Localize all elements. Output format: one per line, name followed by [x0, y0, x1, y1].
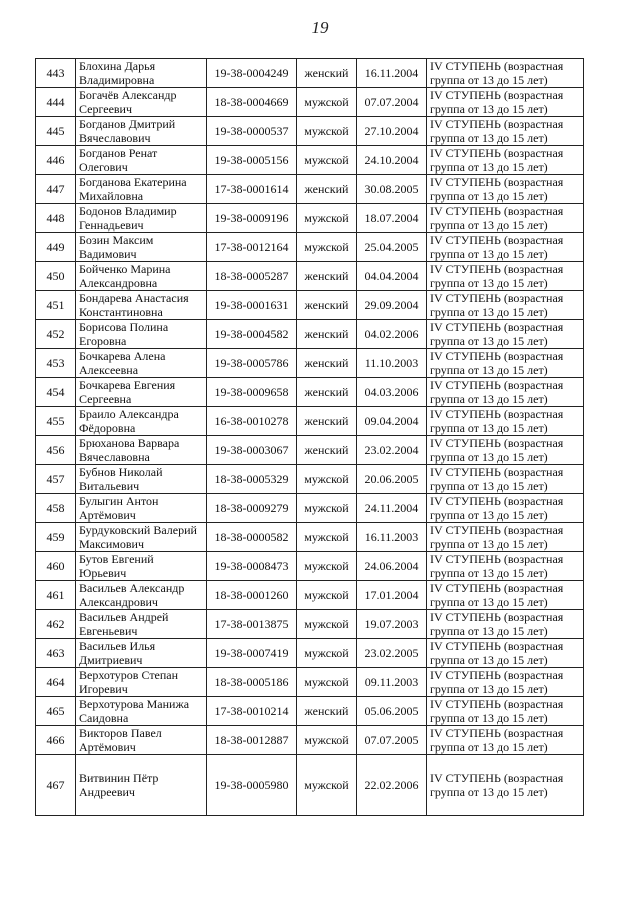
uin-code-cell: 19-38-0005786	[207, 349, 297, 378]
birth-date-cell: 23.02.2004	[357, 436, 427, 465]
birth-date-cell: 30.08.2005	[357, 175, 427, 204]
birth-date-cell: 17.01.2004	[357, 581, 427, 610]
uin-code-cell: 19-38-0005980	[207, 755, 297, 816]
uin-code-cell: 19-38-0001631	[207, 291, 297, 320]
level-cell: IV СТУПЕНЬ (возрастная группа от 13 до 15 лет)	[427, 523, 584, 552]
full-name-cell: Бурдуковский Валерий Максимович	[76, 523, 207, 552]
uin-code-cell: 17-38-0013875	[207, 610, 297, 639]
level-cell: IV СТУПЕНЬ (возрастная группа от 13 до 15 лет)	[427, 726, 584, 755]
level-cell: IV СТУПЕНЬ (возрастная группа от 13 до 15 лет)	[427, 146, 584, 175]
birth-date-cell: 04.02.2006	[357, 320, 427, 349]
uin-code-cell: 17-38-0001614	[207, 175, 297, 204]
gender-cell: мужской	[297, 552, 357, 581]
table-row	[36, 59, 584, 88]
gender-cell: мужской	[297, 523, 357, 552]
birth-date-cell: 24.11.2004	[357, 494, 427, 523]
birth-date-cell: 16.11.2004	[357, 59, 427, 88]
gender-cell: женский	[297, 349, 357, 378]
level-cell: IV СТУПЕНЬ (возрастная группа от 13 до 15 лет)	[427, 117, 584, 146]
table-row	[36, 349, 584, 378]
uin-code-cell: 19-38-0004582	[207, 320, 297, 349]
row-number-cell: 465	[36, 697, 76, 726]
full-name-cell: Борисова Полина Егоровна	[76, 320, 207, 349]
level-cell: IV СТУПЕНЬ (возрастная группа от 13 до 15 лет)	[427, 552, 584, 581]
uin-code-cell: 18-38-0001260	[207, 581, 297, 610]
gender-cell: мужской	[297, 755, 357, 816]
level-cell: IV СТУПЕНЬ (возрастная группа от 13 до 15 лет)	[427, 407, 584, 436]
birth-date-cell: 19.07.2003	[357, 610, 427, 639]
uin-code-cell: 18-38-0005287	[207, 262, 297, 291]
level-cell: IV СТУПЕНЬ (возрастная группа от 13 до 15 лет)	[427, 465, 584, 494]
row-number-cell: 464	[36, 668, 76, 697]
row-number-cell: 455	[36, 407, 76, 436]
table-row	[36, 552, 584, 581]
level-cell: IV СТУПЕНЬ (возрастная группа от 13 до 15 лет)	[427, 668, 584, 697]
full-name-cell: Бозин Максим Вадимович	[76, 233, 207, 262]
birth-date-cell: 09.04.2004	[357, 407, 427, 436]
row-number-cell: 443	[36, 59, 76, 88]
level-cell: IV СТУПЕНЬ (возрастная группа от 13 до 15 лет)	[427, 755, 584, 816]
uin-code-cell: 16-38-0010278	[207, 407, 297, 436]
birth-date-cell: 16.11.2003	[357, 523, 427, 552]
level-cell: IV СТУПЕНЬ (возрастная группа от 13 до 15 лет)	[427, 494, 584, 523]
birth-date-cell: 20.06.2005	[357, 465, 427, 494]
birth-date-cell: 11.10.2003	[357, 349, 427, 378]
uin-code-cell: 18-38-0012887	[207, 726, 297, 755]
full-name-cell: Богданов Дмитрий Вячеславович	[76, 117, 207, 146]
table-row	[36, 581, 584, 610]
row-number-cell: 445	[36, 117, 76, 146]
uin-code-cell: 19-38-0004249	[207, 59, 297, 88]
full-name-cell: Браило Александра Фёдоровна	[76, 407, 207, 436]
level-cell: IV СТУПЕНЬ (возрастная группа от 13 до 15 лет)	[427, 204, 584, 233]
level-cell: IV СТУПЕНЬ (возрастная группа от 13 до 15 лет)	[427, 175, 584, 204]
birth-date-cell: 07.07.2004	[357, 88, 427, 117]
row-number-cell: 447	[36, 175, 76, 204]
row-number-cell: 460	[36, 552, 76, 581]
row-number-cell: 466	[36, 726, 76, 755]
birth-date-cell: 23.02.2005	[357, 639, 427, 668]
table-row	[36, 320, 584, 349]
uin-code-cell: 18-38-0009279	[207, 494, 297, 523]
gender-cell: мужской	[297, 233, 357, 262]
level-cell: IV СТУПЕНЬ (возрастная группа от 13 до 15 лет)	[427, 59, 584, 88]
full-name-cell: Бубнов Николай Витальевич	[76, 465, 207, 494]
level-cell: IV СТУПЕНЬ (возрастная группа от 13 до 15 лет)	[427, 436, 584, 465]
birth-date-cell: 27.10.2004	[357, 117, 427, 146]
uin-code-cell: 18-38-0000582	[207, 523, 297, 552]
gender-cell: женский	[297, 436, 357, 465]
gender-cell: женский	[297, 697, 357, 726]
uin-code-cell: 19-38-0009658	[207, 378, 297, 407]
row-number-cell: 452	[36, 320, 76, 349]
gender-cell: мужской	[297, 204, 357, 233]
level-cell: IV СТУПЕНЬ (возрастная группа от 13 до 15 лет)	[427, 88, 584, 117]
registry-table	[35, 58, 584, 816]
level-cell: IV СТУПЕНЬ (возрастная группа от 13 до 15 лет)	[427, 639, 584, 668]
table-row	[36, 117, 584, 146]
birth-date-cell: 09.11.2003	[357, 668, 427, 697]
row-number-cell: 450	[36, 262, 76, 291]
row-number-cell: 458	[36, 494, 76, 523]
full-name-cell: Васильев Илья Дмитриевич	[76, 639, 207, 668]
gender-cell: мужской	[297, 668, 357, 697]
table-row	[36, 146, 584, 175]
table-row	[36, 204, 584, 233]
full-name-cell: Блохина Дарья Владимировна	[76, 59, 207, 88]
uin-code-cell: 18-38-0005186	[207, 668, 297, 697]
birth-date-cell: 07.07.2005	[357, 726, 427, 755]
gender-cell: мужской	[297, 639, 357, 668]
uin-code-cell: 19-38-0008473	[207, 552, 297, 581]
level-cell: IV СТУПЕНЬ (возрастная группа от 13 до 15 лет)	[427, 320, 584, 349]
level-cell: IV СТУПЕНЬ (возрастная группа от 13 до 15 лет)	[427, 697, 584, 726]
gender-cell: мужской	[297, 465, 357, 494]
table-row	[36, 610, 584, 639]
table-row	[36, 88, 584, 117]
full-name-cell: Богданов Ренат Олегович	[76, 146, 207, 175]
uin-code-cell: 17-38-0010214	[207, 697, 297, 726]
row-number-cell: 454	[36, 378, 76, 407]
birth-date-cell: 29.09.2004	[357, 291, 427, 320]
table-row	[36, 668, 584, 697]
row-number-cell: 461	[36, 581, 76, 610]
full-name-cell: Верхотуров Степан Игоревич	[76, 668, 207, 697]
birth-date-cell: 24.06.2004	[357, 552, 427, 581]
table-row	[36, 175, 584, 204]
row-number-cell: 459	[36, 523, 76, 552]
row-number-cell: 451	[36, 291, 76, 320]
row-number-cell: 448	[36, 204, 76, 233]
level-cell: IV СТУПЕНЬ (возрастная группа от 13 до 15 лет)	[427, 233, 584, 262]
birth-date-cell: 22.02.2006	[357, 755, 427, 816]
row-number-cell: 462	[36, 610, 76, 639]
table-row	[36, 755, 584, 816]
birth-date-cell: 18.07.2004	[357, 204, 427, 233]
table-row	[36, 465, 584, 494]
full-name-cell: Бойченко Марина Александровна	[76, 262, 207, 291]
row-number-cell: 457	[36, 465, 76, 494]
full-name-cell: Викторов Павел Артёмович	[76, 726, 207, 755]
level-cell: IV СТУПЕНЬ (возрастная группа от 13 до 15 лет)	[427, 262, 584, 291]
gender-cell: женский	[297, 175, 357, 204]
gender-cell: мужской	[297, 494, 357, 523]
full-name-cell: Богданова Екатерина Михайловна	[76, 175, 207, 204]
uin-code-cell: 19-38-0007419	[207, 639, 297, 668]
row-number-cell: 463	[36, 639, 76, 668]
full-name-cell: Витвинин Пётр Андреевич	[76, 755, 207, 816]
level-cell: IV СТУПЕНЬ (возрастная группа от 13 до 15 лет)	[427, 610, 584, 639]
uin-code-cell: 18-38-0004669	[207, 88, 297, 117]
uin-code-cell: 19-38-0000537	[207, 117, 297, 146]
table-row	[36, 378, 584, 407]
table-row	[36, 262, 584, 291]
birth-date-cell: 25.04.2005	[357, 233, 427, 262]
birth-date-cell: 04.04.2004	[357, 262, 427, 291]
table-row	[36, 697, 584, 726]
uin-code-cell: 17-38-0012164	[207, 233, 297, 262]
uin-code-cell: 19-38-0009196	[207, 204, 297, 233]
row-number-cell: 467	[36, 755, 76, 816]
page-number: 19	[311, 18, 329, 37]
table-row	[36, 726, 584, 755]
level-cell: IV СТУПЕНЬ (возрастная группа от 13 до 15 лет)	[427, 378, 584, 407]
table-row	[36, 639, 584, 668]
row-number-cell: 446	[36, 146, 76, 175]
uin-code-cell: 19-38-0005156	[207, 146, 297, 175]
full-name-cell: Бочкарева Алена Алексеевна	[76, 349, 207, 378]
gender-cell: женский	[297, 378, 357, 407]
table-row	[36, 407, 584, 436]
birth-date-cell: 24.10.2004	[357, 146, 427, 175]
table-row	[36, 523, 584, 552]
gender-cell: женский	[297, 320, 357, 349]
full-name-cell: Брюханова Варвара Вячеславовна	[76, 436, 207, 465]
full-name-cell: Васильев Александр Александрович	[76, 581, 207, 610]
gender-cell: мужской	[297, 88, 357, 117]
full-name-cell: Верхотурова Манижа Саидовна	[76, 697, 207, 726]
gender-cell: мужской	[297, 146, 357, 175]
birth-date-cell: 04.03.2006	[357, 378, 427, 407]
table-row	[36, 291, 584, 320]
full-name-cell: Васильев Андрей Евгеньевич	[76, 610, 207, 639]
gender-cell: мужской	[297, 581, 357, 610]
uin-code-cell: 19-38-0003067	[207, 436, 297, 465]
gender-cell: мужской	[297, 726, 357, 755]
birth-date-cell: 05.06.2005	[357, 697, 427, 726]
registry-rows	[36, 59, 584, 816]
full-name-cell: Булыгин Антон Артёмович	[76, 494, 207, 523]
gender-cell: женский	[297, 407, 357, 436]
full-name-cell: Бочкарева Евгения Сергеевна	[76, 378, 207, 407]
full-name-cell: Бутов Евгений Юрьевич	[76, 552, 207, 581]
gender-cell: женский	[297, 59, 357, 88]
table-row	[36, 436, 584, 465]
uin-code-cell: 18-38-0005329	[207, 465, 297, 494]
gender-cell: мужской	[297, 610, 357, 639]
gender-cell: женский	[297, 262, 357, 291]
level-cell: IV СТУПЕНЬ (возрастная группа от 13 до 15 лет)	[427, 291, 584, 320]
gender-cell: мужской	[297, 117, 357, 146]
full-name-cell: Бондарева Анастасия Константиновна	[76, 291, 207, 320]
level-cell: IV СТУПЕНЬ (возрастная группа от 13 до 15 лет)	[427, 349, 584, 378]
row-number-cell: 456	[36, 436, 76, 465]
full-name-cell: Бодонов Владимир Геннадьевич	[76, 204, 207, 233]
row-number-cell: 449	[36, 233, 76, 262]
table-row	[36, 233, 584, 262]
row-number-cell: 453	[36, 349, 76, 378]
row-number-cell: 444	[36, 88, 76, 117]
full-name-cell: Богачёв Александр Сергеевич	[76, 88, 207, 117]
level-cell: IV СТУПЕНЬ (возрастная группа от 13 до 15 лет)	[427, 581, 584, 610]
gender-cell: женский	[297, 291, 357, 320]
table-row	[36, 494, 584, 523]
